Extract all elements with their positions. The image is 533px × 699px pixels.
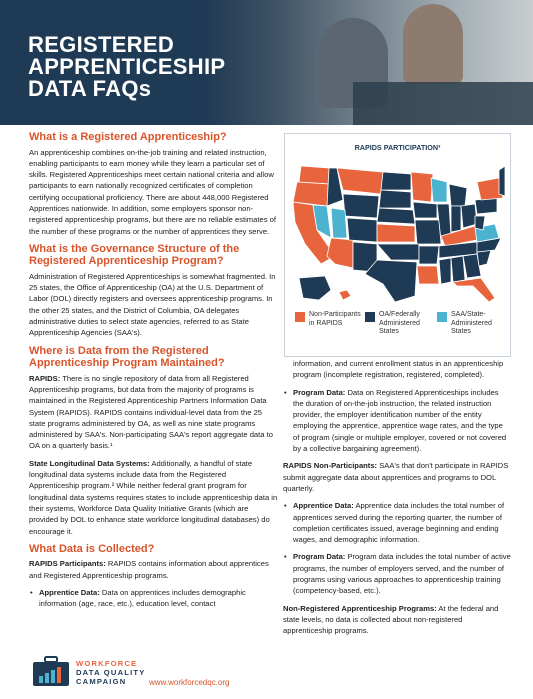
list-item: [283, 551, 511, 596]
state-ms: [439, 258, 451, 284]
brand-line-2: DATA QUALITY: [76, 668, 146, 677]
brand-line-1: WORKFORCE: [76, 659, 138, 668]
us-map: [291, 160, 506, 305]
state-tx: [365, 260, 417, 302]
state-wa: [299, 166, 329, 184]
title-line-3: [28, 78, 225, 100]
state-fl: [453, 278, 495, 302]
text-nonparticipants: SAA's that don't participate in RAPIDS submit aggregate data about apprentices and programs to DOL quarterly.: [283, 461, 509, 493]
label-participants: RAPIDS Participants:: [29, 559, 106, 569]
machinery-shape: [353, 82, 533, 125]
title-line-2: APPRENTICESHIP: [28, 54, 226, 79]
body-nonregistered: [283, 603, 511, 637]
state-hi: [339, 290, 351, 300]
body-what-is: An apprenticeship combines on-the-job training and related instruction, enabling participants to earn money while they learn a particular set of skills. Registered Apprenticeships meet certain national criteria and allow participants to earn nationally recognized certificates of completion certifying occupational proficiency. There are about 448,000 Registered Apprentices nationwide. In addition, some employers sponsor non-registered apprenticeship programs, but there are no reliable estimates of the number of these programs or the number of apprentices they serve.: [29, 147, 276, 236]
nonparticipants-list: [283, 500, 511, 596]
label-nonparticipants: RAPIDS Non-Participants:: [283, 461, 378, 471]
text-np-program: Program data includes the total number of active programs, the number of employers served, and the number of programs using various approaches to apprenticeship training (competency-based, etc.).: [293, 552, 511, 596]
body-slds: [29, 458, 278, 537]
text-rapids: There is no single repository of data from all Registered Apprenticeship programs, but data from the majority of programs is maintained in the Registered Apprenticeship Partners Information Data System (RAPIDS). RAPIDS contains individual-level data from the 25 state programs administered by OA, as well as nine state programs administered by SAA's. Non-participating SAA's report aggregate data to OA on a quarterly basis.¹: [29, 373, 273, 451]
list-item: [283, 387, 511, 455]
page-title: [28, 34, 225, 100]
page-header: [0, 0, 533, 125]
instructor-figure: [403, 4, 463, 84]
state-co: [347, 218, 377, 242]
label-apprentice-data: Apprentice Data:: [39, 587, 100, 597]
participants-list-continued: [283, 387, 511, 455]
text-np-apprentice: Apprentice data includes the total number of apprentices served during the reporting quarter, the number of completion certificates issued, average beginning and ending wages, and demographic information.: [293, 501, 505, 545]
text-apprentice-data: Data on apprentices includes demographic information (age, race, etc.), education level, contact: [39, 587, 246, 609]
state-pa: [475, 198, 497, 214]
state-wi: [431, 178, 447, 202]
body-nonparticipants: [283, 460, 511, 494]
briefcase-chart-icon: [32, 656, 70, 688]
text-nonregistered: At the federal and state levels, no data is collected about non-registered apprenticeship programs.: [283, 603, 499, 636]
list-item: [29, 587, 278, 610]
body-participants: [29, 558, 278, 581]
state-mt: [337, 168, 383, 194]
state-ar: [419, 246, 439, 264]
label-nonregistered: Non-Registered Apprenticeship Programs:: [283, 603, 437, 613]
text-slds: Additionally, a handful of state longitudinal data systems include data from the Registered Apprenticeship program.² While neither federal grant program for longitudinal data systems requires states to include apprenticeship data in their systems, Workforce Data Quality Initiative Grants (which are provided by DOL to enhance state workforce longitudinal databases) do encourage it.: [29, 458, 278, 536]
state-wv: [475, 216, 485, 230]
state-mn: [411, 172, 433, 202]
body-governance: Administration of Registered Apprenticeships is somewhat fragmented. In 25 states, the Office of Apprenticeship (OA) at the U.S. Department of Labor (DOL) directly registers and oversees apprenticeship programs. In the other 25 states, and the District of Columbia, OA delegates administrative duties to select state agencies, referred to as State Apprenticeship Agencies (SAA's).: [29, 271, 276, 338]
state-sc: [477, 250, 491, 266]
legend-label: SAA/State-Administered States: [451, 311, 492, 335]
participants-list: [29, 587, 278, 610]
legend-item: [437, 311, 507, 337]
label-np-apprentice: Apprentice Data:: [293, 501, 354, 511]
heading-where: Where is Data from the Registered Apprenticeship Program Maintained?: [29, 344, 225, 370]
legend-label: OA/Federally Administered States: [379, 311, 420, 335]
heading-what-is: What is a Registered Apprenticeship?: [29, 131, 227, 143]
state-or: [293, 182, 329, 206]
label-slds: State Longitudinal Data Systems:: [29, 458, 150, 468]
apprentice-data-continued: information, and current enrollment status in an apprenticeship program (incomplete registration, registered, completed).: [293, 359, 504, 380]
heading-collected: What Data is Collected?: [29, 542, 155, 555]
state-ks: [377, 224, 415, 242]
state-ia: [413, 202, 437, 218]
text-program-data: Data on Registered Apprenticeships includes the duration of on-the-job instruction, the related instruction provider, the employer identification number of the entity employing the apprentice, apprentice wage rates, and the type of program (single or multiple employer, covered or not covered by a collective bargaining agreement).: [293, 387, 507, 454]
legend-swatch: [437, 312, 447, 322]
state-ak: [299, 276, 331, 300]
state-in: [451, 206, 461, 232]
state-mi: [449, 184, 467, 206]
list-item: [283, 500, 511, 545]
brand-name: [76, 659, 146, 686]
state-mo: [415, 220, 441, 244]
state-ok: [377, 244, 419, 260]
state-az: [327, 238, 353, 268]
title-line-1: REGISTERED: [28, 32, 175, 57]
state-ne-region: [499, 166, 505, 196]
legend-item: [295, 311, 365, 328]
website-link[interactable]: www.workforcedqc.org: [149, 678, 230, 687]
legend-label: Non-Participants in RAPIDS: [309, 311, 361, 327]
label-np-program: Program Data:: [293, 552, 346, 562]
label-program-data: Program Data:: [293, 387, 346, 397]
title-data: DATA: [28, 76, 93, 101]
state-ut: [331, 208, 347, 238]
rapids-map-panel: [284, 133, 511, 357]
state-al: [451, 256, 465, 282]
label-rapids: RAPIDS:: [29, 373, 61, 383]
state-sd: [379, 190, 411, 208]
state-la: [417, 266, 439, 284]
brand-line-3: CAMPAIGN: [76, 677, 127, 686]
map-title: RAPIDS PARTICIPATION³: [354, 143, 441, 152]
text-participants: RAPIDS contains information about apprentices and Registered Apprenticeship programs.: [29, 559, 269, 580]
state-wy: [343, 194, 379, 218]
legend-item: [365, 311, 435, 337]
legend-swatch: [365, 312, 375, 322]
state-nd: [381, 172, 411, 190]
header-photo: [203, 0, 533, 125]
heading-governance: What is the Governance Structure of the Registered Apprenticeship Program?: [29, 242, 240, 268]
title-faqs: FAQs: [92, 76, 152, 101]
page-footer: [0, 648, 533, 699]
right-column: [283, 358, 511, 643]
body-rapids: [29, 373, 278, 452]
legend-swatch: [295, 312, 305, 322]
state-ne: [377, 208, 415, 224]
left-column: [29, 131, 278, 616]
